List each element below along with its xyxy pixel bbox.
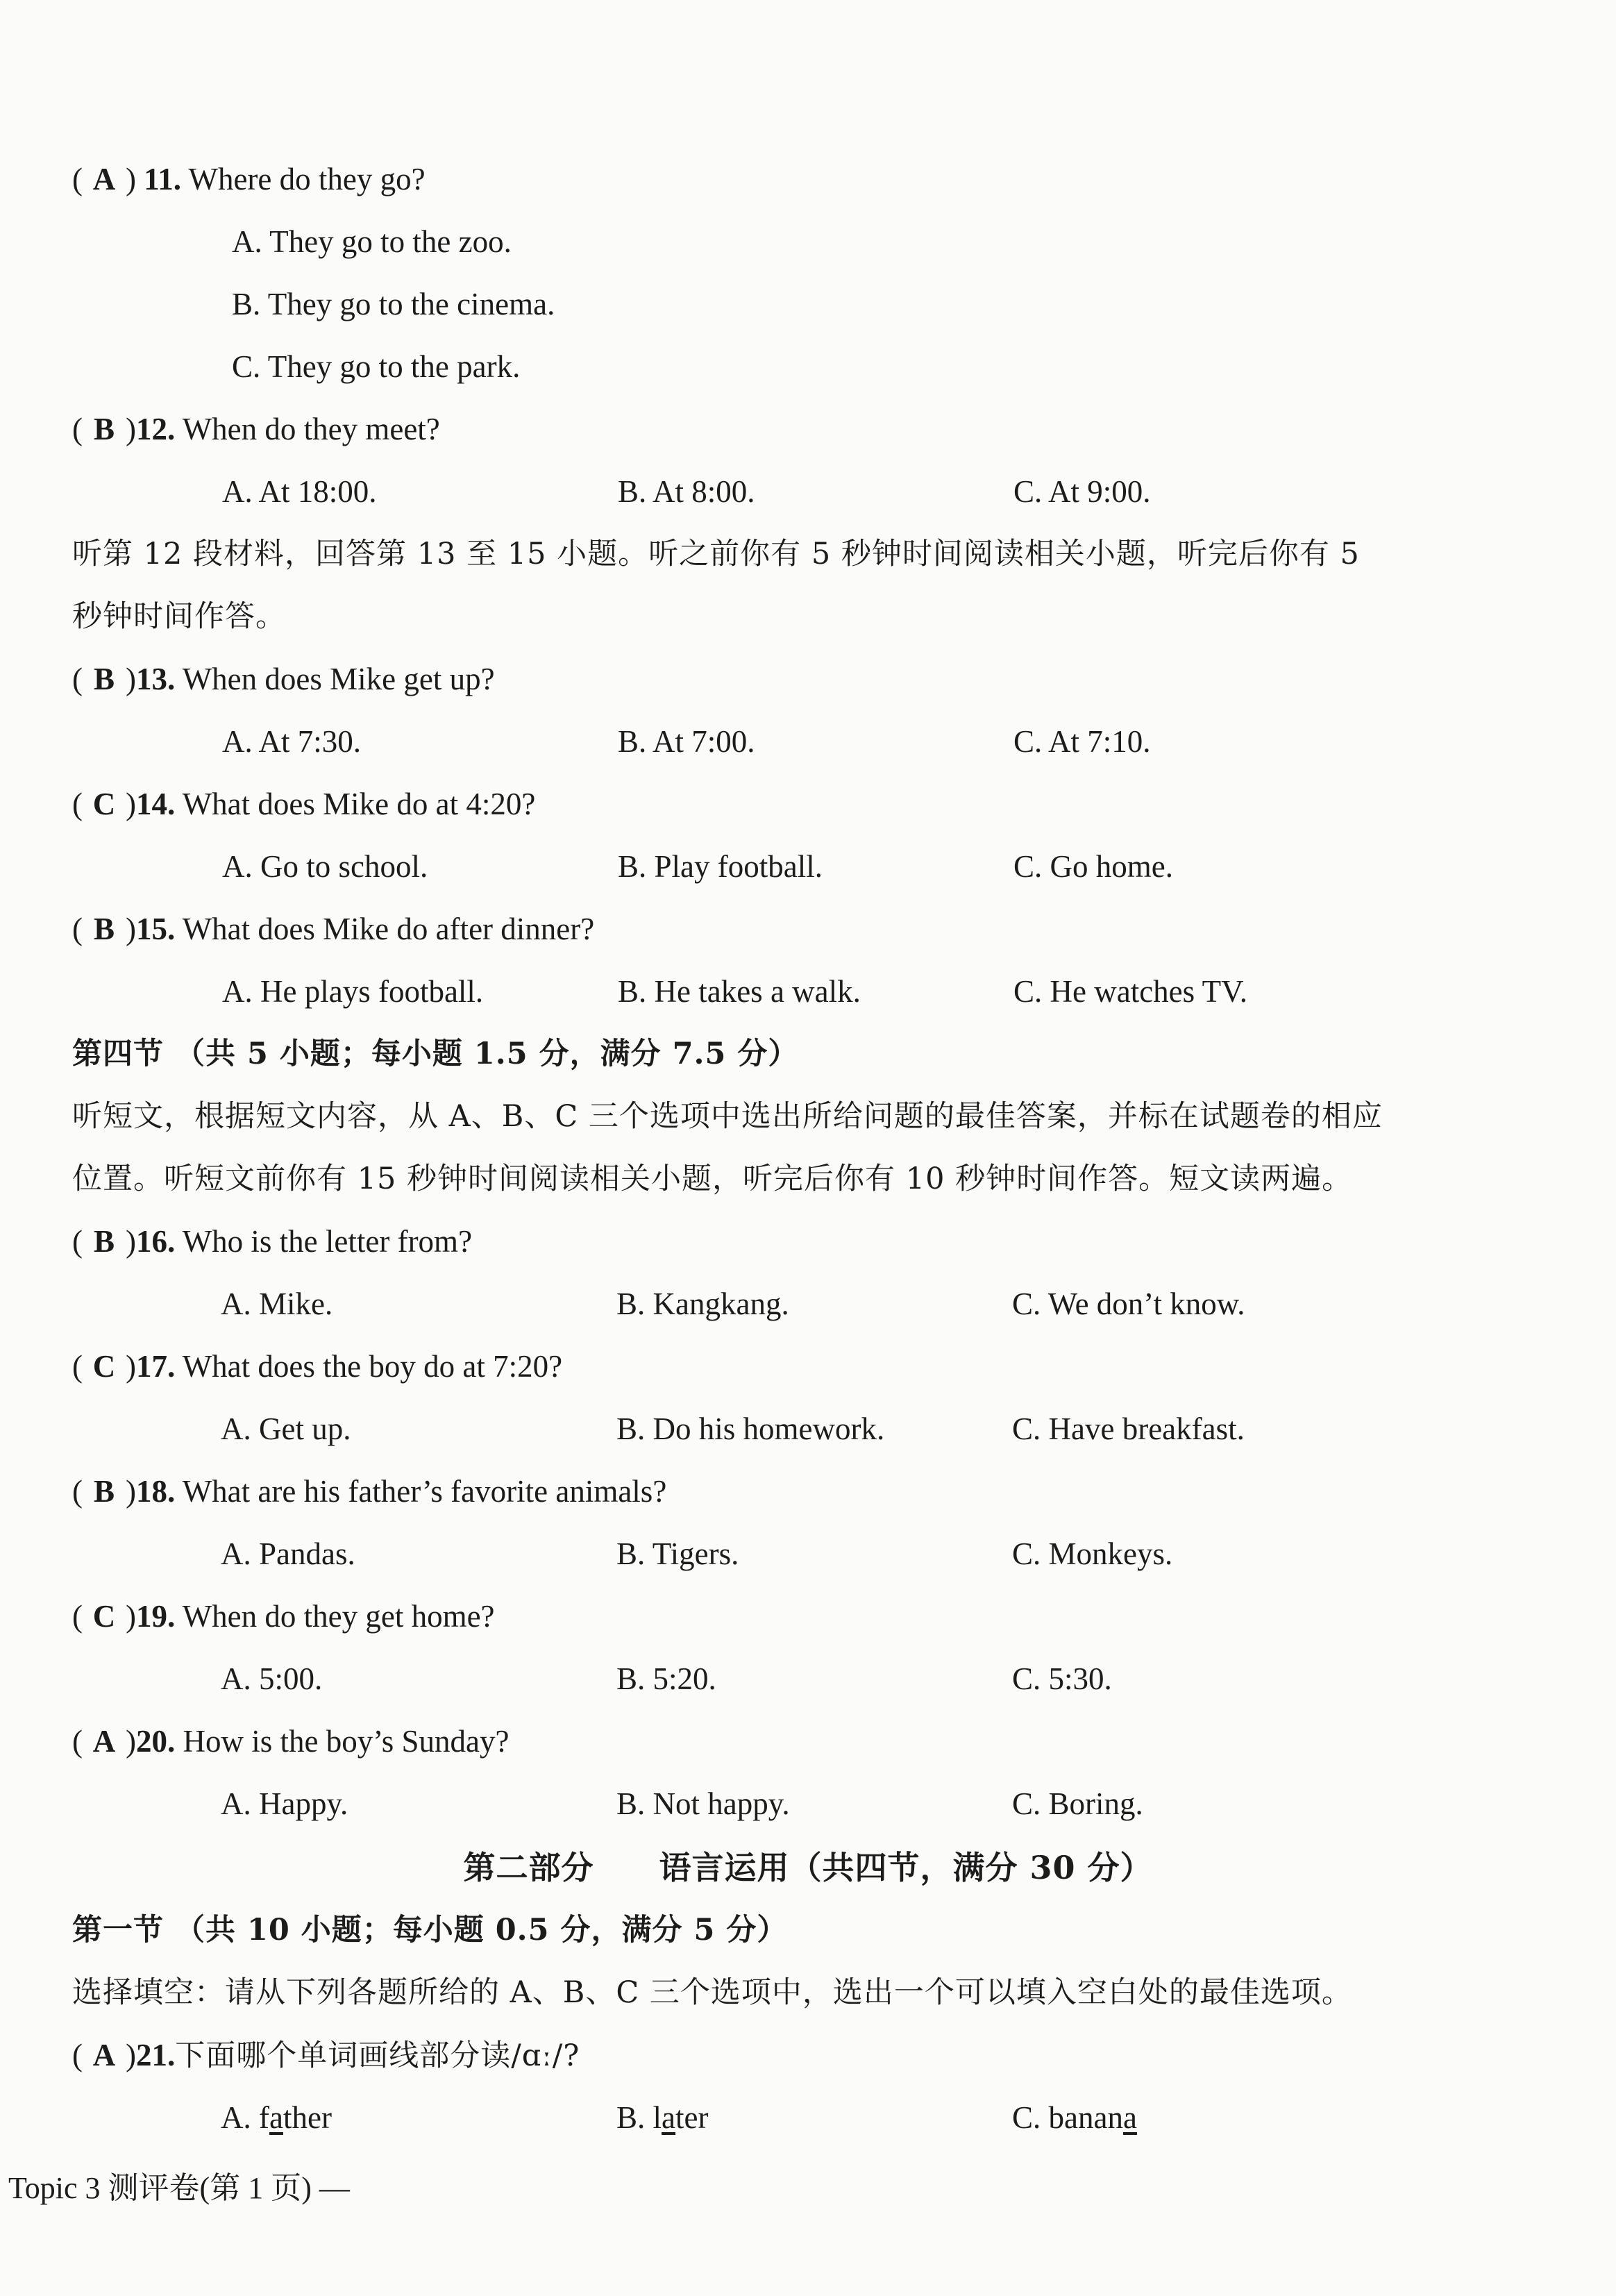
question-14: ( C )14. What does Mike do at 4:20? [72,783,535,825]
option-text: A. f [221,2100,269,2135]
option-b: B. He takes a walk. [618,974,861,1009]
option-b: B. Not happy. [616,1786,790,1821]
question-text: How is the boy’s Sunday? [183,1724,510,1759]
section-title: 第四节 [72,1037,164,1071]
page-footer: Topic 3 测评卷(第 1 页) — [8,2171,350,2205]
question-number: 19. [136,1599,176,1634]
option-c: C. At 9:00. [1013,474,1151,509]
section-heading [72,1033,798,1075]
answer-letter: B [93,662,115,696]
option-c: C. They go to the park. [232,349,521,384]
answer-letter: C [92,1349,116,1384]
answer-letter: B [93,1474,115,1509]
instruction-line: 选择填空：请从下列各题所给的 A、B、C 三个选项中，选出一个可以填入空白处的最佳选项。 [72,1975,1352,2010]
instruction-line: 听短文，根据短文内容，从 A、B、C 三个选项中选出所给问题的最佳答案，并标在试题卷的相应 [72,1099,1383,1134]
part-heading [0,1847,1616,1888]
option-c [1012,2097,1137,2138]
option-a [221,2097,332,2138]
part-title: 第二部分 [463,1849,594,1886]
answer-letter: B [93,912,115,946]
answer-letter: C [92,1599,116,1634]
question-number: 17. [136,1349,176,1384]
instruction-line: 位置。听短文前你有 15 秒钟时间阅读相关小题，听完后你有 10 秒钟时间作答。短文读两遍。 [72,1162,1353,1196]
question-text: What does Mike do at 4:20? [182,787,536,821]
option-a: A. 5:00. [221,1661,323,1696]
option-text: B. l [616,2100,662,2135]
option-b: B. Do his homework. [616,1411,885,1446]
option-text: ter [675,2100,709,2135]
question-13: ( B )13. When does Mike get up? [72,658,495,700]
option-b [616,2097,708,2138]
question-text: When do they meet? [182,412,440,446]
question-text: Where do they go? [188,162,426,196]
option-text: ther [283,2100,332,2135]
question-16: ( B )16. Who is the letter from? [72,1221,472,1262]
option-a: A. Pandas. [221,1536,355,1571]
answer-letter: B [93,412,115,446]
option-a: A. At 18:00. [222,474,377,509]
question-text: 下面哪个单词画线部分读/ɑː/? [175,2038,580,2073]
option-b: B. At 8:00. [618,474,755,509]
option-b: B. 5:20. [616,1661,716,1696]
underlined-letter: a [1122,2100,1137,2135]
question-text: What does Mike do after dinner? [182,912,595,946]
option-a: A. Mike. [221,1287,333,1321]
question-number: 14. [136,787,176,821]
question-15: ( B )15. What does Mike do after dinner? [72,908,594,950]
question-11: ( A ) 11. Where do they go? [72,158,426,200]
option-b: B. Kangkang. [616,1287,789,1321]
option-b: B. At 7:00. [618,724,755,759]
question-text: What are his father’s favorite animals? [182,1474,667,1509]
answer-letter: A [92,1724,116,1759]
option-b: B. Tigers. [616,1536,739,1571]
option-c: C. At 7:10. [1013,724,1151,759]
option-a: A. Happy. [221,1786,348,1821]
answer-letter: A [92,162,116,196]
option-a: A. They go to the zoo. [232,224,512,259]
question-text: What does the boy do at 7:20? [182,1349,563,1384]
question-text: When do they get home? [182,1599,495,1634]
option-c: C. He watches TV. [1013,974,1248,1009]
option-a: A. Get up. [221,1411,351,1446]
section-scoring: （共 10 小题；每小题 0.5 分，满分 5 分） [174,1913,788,1947]
underlined-letter: a [662,2100,676,2135]
option-c: C. Monkeys. [1012,1536,1173,1571]
question-text: Who is the letter from? [182,1224,473,1259]
option-a: A. He plays football. [222,974,484,1009]
question-12: ( B )12. When do they meet? [72,408,440,450]
question-number: 16. [136,1224,176,1259]
section-heading [72,1909,787,1951]
option-c: C. Boring. [1012,1786,1143,1821]
question-number: 15. [136,912,176,946]
option-b: B. Play football. [618,849,823,884]
question-19: ( C )19. When do they get home? [72,1595,495,1637]
option-c: C. We don’t know. [1012,1287,1245,1321]
question-number: 12. [136,412,176,446]
answer-letter: A [92,2038,116,2072]
question-number: 11. [144,162,182,196]
section-title: 第一节 [72,1913,164,1947]
question-18: ( B )18. What are his father’s favorite animals? [72,1470,666,1512]
question-20: ( A )20. How is the boy’s Sunday? [72,1720,509,1762]
part-subtitle: 语言运用（共四节，满分 30 分） [659,1849,1153,1886]
question-text: When does Mike get up? [182,662,495,696]
underlined-letter: a [269,2100,283,2135]
question-21: ( A )21.下面哪个单词画线部分读/ɑː/? [72,2034,580,2077]
instruction-line: 秒钟时间作答。 [72,599,286,634]
question-17: ( C )17. What does the boy do at 7:20? [72,1346,562,1387]
option-a: A. Go to school. [222,849,428,884]
section-scoring: （共 5 小题；每小题 1.5 分，满分 7.5 分） [174,1037,799,1071]
option-c: C. Go home. [1013,849,1173,884]
option-a: A. At 7:30. [222,724,362,759]
option-c: C. Have breakfast. [1012,1411,1245,1446]
question-number: 13. [136,662,176,696]
option-text: C. banan [1012,2100,1123,2135]
question-number: 20. [136,1724,176,1759]
instruction-line: 听第 12 段材料，回答第 13 至 15 小题。听之前你有 5 秒钟时间阅读相关小题，听完后你有 5 [72,537,1360,571]
option-c: C. 5:30. [1012,1661,1112,1696]
option-b: B. They go to the cinema. [232,287,555,321]
answer-letter: B [93,1224,115,1259]
answer-letter: C [92,787,116,821]
question-number: 18. [136,1474,176,1509]
question-number: 21. [136,2038,176,2072]
